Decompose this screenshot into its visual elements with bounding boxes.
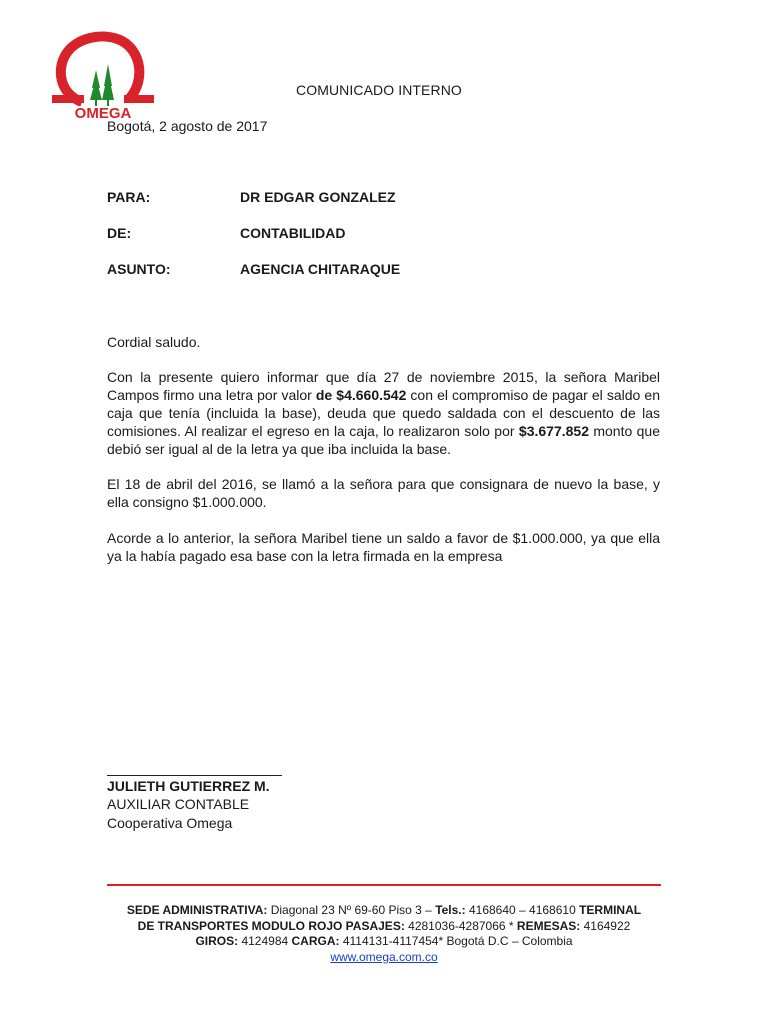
signature-line [107,775,282,776]
from-label: DE: [107,225,132,241]
signatory-organization: Cooperativa Omega [107,815,233,831]
memo-title: COMUNICADO INTERNO [296,82,462,98]
from-value: CONTABILIDAD [240,225,346,241]
from-row [107,225,346,241]
footer-line-2: DE TRANSPORTES MODULO ROJO PASAJES: 4281036-4287066 * REMESAS: 4164922 [137,918,631,933]
footer-line-1: SEDE ADMINISTRATIVA: Diagonal 23 Nº 69-60 Piso 3 – Tels.: 4168640 – 4168610 TERMINAL [126,903,642,917]
subject-label: ASUNTO: [107,261,171,277]
subject-value: AGENCIA CHITARAQUE [240,261,401,277]
omega-logo [50,30,156,118]
website-link[interactable]: www.omega.com.co [330,949,438,964]
to-value: DR EDGAR GONZALEZ [240,189,396,205]
memo-date: Bogotá, 2 agosto de 2017 [107,118,268,134]
footer-divider [107,884,661,886]
footer-line-3: GIROS: 4124984 CARGA: 4114131-4117454* Bogotá D.C – Colombia [195,934,573,948]
signatory-role: AUXILIAR CONTABLE [107,796,250,812]
signatory-name: JULIETH GUTIERREZ M. [107,778,270,794]
subject-row [107,261,400,277]
paragraph-1: Con la presente quiero informar que día 27 de noviembre 2015, la señora Maribel Campos firmo una letra por valor de $4.660.542 con el compromiso de pagar el saldo en caja que tenía (incluida la base), deuda que quedo saldada con el descuento de las comisiones. Al realizar el egreso en la caja, lo realizaron solo por $3.677.852 monto que debió ser igual al de la letra ya que iba incluida la base. [107,369,660,457]
paragraph-2: El 18 de abril del 2016, se llamó a la señora para que consignara de nuevo la base, y ella consigno $1.000.000. [107,476,660,510]
greeting: Cordial saludo. [107,334,201,350]
logo-text: OMEGA [74,105,132,118]
footer-contact [107,903,661,965]
to-label: PARA: [107,189,151,205]
paragraph-3: Acorde a lo anterior, la señora Maribel tiene un saldo a favor de $1.000.000, ya que ella ya la había pagado esa base con la letra firmada en la empresa [107,530,660,564]
to-row [107,189,396,205]
